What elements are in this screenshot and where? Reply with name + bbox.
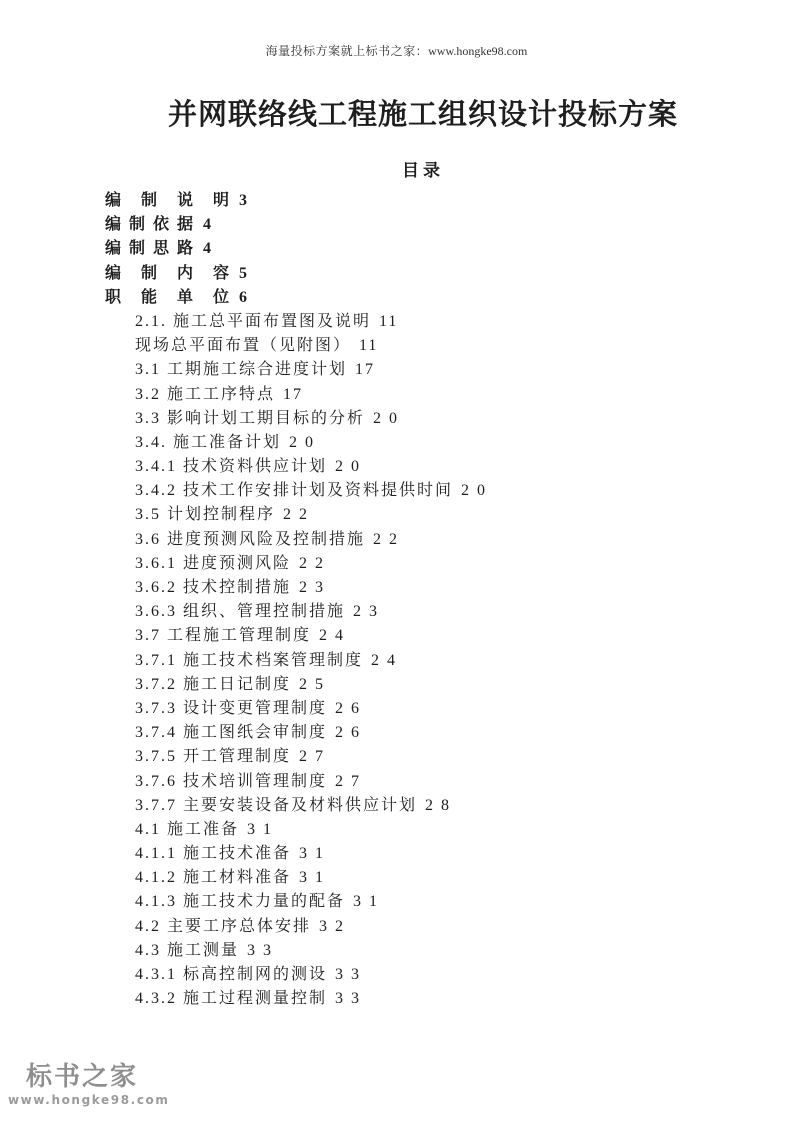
toc-entry-label: 4.3.2 施工过程测量控制 (135, 990, 328, 1008)
toc-entry-label: 3.2 施工工序特点 (135, 385, 276, 403)
toc-entry-page: 3 1 (299, 845, 326, 863)
toc-entry (105, 963, 745, 987)
toc-entry-page: 2 4 (371, 651, 398, 669)
toc-entry-page: 2 0 (289, 433, 316, 451)
toc-entry (105, 649, 745, 673)
toc-entry-page: 5 (239, 264, 250, 282)
toc-entry-label: 职 能 单 位 (105, 288, 232, 306)
toc-entry-label: 4.1.1 施工技术准备 (135, 845, 292, 863)
toc-entry (105, 987, 745, 1011)
toc-entry (105, 407, 745, 431)
toc-entry-label: 4.1 施工准备 (135, 820, 240, 838)
toc-entry-page: 2 7 (299, 748, 326, 766)
toc-entry-page: 2 8 (425, 796, 452, 814)
document-title: 并网联络线工程施工组织设计投标方案 (167, 99, 678, 131)
toc-entry (105, 383, 745, 407)
toc-entry-page: 2 6 (335, 724, 362, 742)
toc-entry-page: 3 1 (247, 820, 274, 838)
toc-entry (105, 600, 745, 624)
toc-entry (105, 697, 745, 721)
toc-entry-page: 3 1 (299, 869, 326, 887)
toc-entry (105, 866, 745, 890)
toc-entry-page: 6 (239, 288, 250, 306)
toc-entry-page: 2 0 (373, 409, 400, 427)
toc-entry-page: 3 3 (335, 966, 362, 983)
toc-entry-label: 3.7.1 施工技术档案管理制度 (135, 651, 364, 669)
toc-entry (105, 310, 745, 334)
toc-entry (105, 528, 745, 552)
toc-entry-label: 3.4.2 技术工作安排计划及资料提供时间 (135, 482, 454, 500)
site-logo: 标书之家 (26, 1062, 139, 1092)
header-watermark (0, 44, 793, 59)
toc-entry-label: 编 制 说 明 (105, 192, 232, 209)
toc-entry-page: 2 0 (335, 458, 362, 476)
toc-entry-label: 3.7.2 施工日记制度 (135, 675, 292, 693)
toc-entry (105, 721, 745, 745)
toc-entry-page: 3 1 (353, 893, 380, 911)
toc-entry-label: 2.1. 施工总平面布置图及说明 (135, 312, 372, 330)
toc-entry-label: 3.7.6 技术培训管理制度 (135, 772, 328, 790)
toc-entry-label: 3.4.1 技术资料供应计划 (135, 458, 328, 476)
toc-entry-page: 2 0 (461, 482, 488, 500)
toc-entry (105, 552, 745, 576)
toc-entry-label: 4.1.3 施工技术力量的配备 (135, 893, 346, 911)
toc-entry-page: 3 3 (247, 941, 274, 959)
header-watermark-url: www.hongke98.com (428, 44, 528, 58)
toc-entry-label: 3.1 工期施工综合进度计划 (135, 361, 348, 379)
toc-heading: 目录 (402, 161, 444, 180)
toc-entry-label: 3.7.4 施工图纸会审制度 (135, 724, 328, 742)
toc-entry-label: 3.3 影响计划工期目标的分析 (135, 409, 366, 427)
toc-entry-label: 3.6.1 进度预测风险 (135, 554, 292, 572)
toc-entry-page: 2 5 (299, 675, 326, 693)
toc-entry-page: 11 (359, 337, 379, 355)
toc-entry-page: 2 2 (299, 554, 326, 572)
toc-entry (105, 503, 745, 527)
toc-entry-page: 2 4 (319, 627, 346, 645)
toc-entry-label: 现场总平面布置（见附图） (135, 337, 352, 355)
toc-entry-label: 3.6 进度预测风险及控制措施 (135, 530, 366, 548)
toc-entry-label: 4.1.2 施工材料准备 (135, 869, 292, 887)
toc-entry (105, 673, 745, 697)
toc-entry-page: 4 (203, 216, 214, 234)
toc-entry-page: 2 7 (335, 772, 362, 790)
toc-entry (105, 915, 745, 939)
toc-entry (105, 842, 745, 866)
toc-entry-page: 2 2 (373, 530, 400, 548)
toc-entry-label: 3.4. 施工准备计划 (135, 433, 282, 451)
toc-entry (105, 262, 745, 286)
toc-entry (105, 890, 745, 914)
toc-entry (105, 358, 745, 382)
toc-entry-label: 3.7.7 主要安装设备及材料供应计划 (135, 796, 418, 814)
toc-entry-label: 4.3.1 标高控制网的测设 (135, 966, 328, 983)
toc-entry-label: 编 制 思 路 (105, 240, 196, 258)
toc-entry (105, 455, 745, 479)
toc-entry-page: 2 6 (335, 699, 362, 717)
toc-entry (105, 794, 745, 818)
toc-entry-label: 4.2 主要工序总体安排 (135, 917, 312, 935)
toc-entry (105, 213, 745, 237)
toc-entry (105, 770, 745, 794)
toc-entry-page: 4 (203, 240, 214, 258)
toc-entry-label: 3.6.3 组织、管理控制措施 (135, 603, 346, 621)
toc-entry (105, 237, 745, 261)
toc-entry (105, 286, 745, 310)
header-watermark-text: 海量投标方案就上标书之家： (265, 44, 429, 58)
site-url: www.hongke98.com (8, 1093, 170, 1107)
toc-entry-page: 3 (239, 192, 250, 209)
toc-entry-page: 17 (355, 361, 376, 379)
toc-entry-label: 编 制 依 据 (105, 216, 196, 234)
toc-entry-label: 3.7 工程施工管理制度 (135, 627, 312, 645)
toc-entry (105, 745, 745, 769)
toc-entry-label: 4.3 施工测量 (135, 941, 240, 959)
toc-entry (105, 431, 745, 455)
toc-entry-label: 3.7.3 设计变更管理制度 (135, 699, 328, 717)
toc-entry (105, 189, 745, 213)
toc-entry (105, 334, 745, 358)
toc-entry-page: 2 3 (299, 579, 326, 596)
toc-entry-label: 3.5 计划控制程序 (135, 506, 276, 524)
toc-list (105, 189, 745, 1011)
toc-entry-page: 2 3 (353, 603, 380, 621)
toc-entry-page: 11 (379, 312, 399, 330)
toc-entry (105, 624, 745, 648)
toc-entry (105, 479, 745, 503)
toc-entry-label: 3.6.2 技术控制措施 (135, 579, 292, 596)
toc-entry (105, 818, 745, 842)
toc-entry-page: 17 (283, 385, 304, 403)
toc-entry-page: 3 3 (335, 990, 362, 1008)
toc-entry-page: 2 2 (283, 506, 310, 524)
toc-entry-page: 3 2 (319, 917, 346, 935)
toc-entry (105, 939, 745, 963)
toc-entry-label: 编 制 内 容 (105, 264, 232, 282)
toc-entry-label: 3.7.5 开工管理制度 (135, 748, 292, 766)
toc-entry (105, 576, 745, 600)
